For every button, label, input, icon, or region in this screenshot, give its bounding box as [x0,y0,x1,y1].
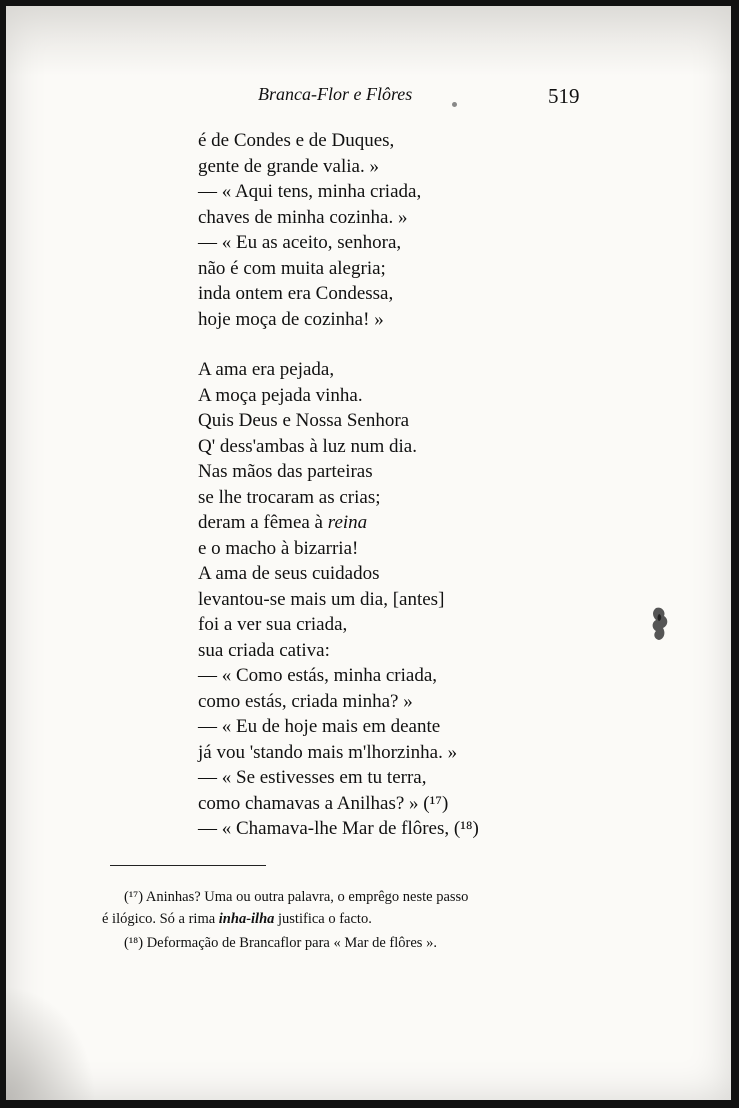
footnote-mark: (¹⁸) [124,935,144,951]
stanza-1 [198,128,479,332]
verse-line: — « Se estivesses em tu terra, [198,767,427,788]
footnote-text: Aninhas? Uma ou outra palavra, o emprêgo neste passo [145,889,469,905]
verse-line: A ama era pejada, [198,359,335,380]
verse-line: chaves de minha cozinha. » [198,206,408,228]
verse-line: levantou-se mais um dia, [antes] [198,588,445,610]
verse-line: foi a ver sua criada, [198,614,348,635]
running-header: Branca-Flor e Flôres [258,84,413,104]
footnote-italic: inha-ilha [218,911,275,927]
verse-line: como estás, criada minha? » [198,690,413,712]
verse-line: Q' dess'ambas à luz num dia. [198,435,417,457]
verse-line: — « Chamava-lhe Mar de flôres, (¹⁸) [198,818,479,839]
verse-line: A moça pejada vinha. [198,384,363,406]
ink-speck [452,102,457,107]
verse-line: não é com muita alegria; [198,257,386,279]
stanza-2 [198,357,479,842]
footnote-18 [116,932,616,954]
poem-body [198,128,479,842]
ink-blot [650,606,670,642]
verse-line: sua criada cativa: [198,639,330,661]
scan-shadow-bottom-left [6,986,96,1100]
footnote-line [116,886,616,908]
stanza-gap [198,332,479,357]
footnote-rule [110,865,266,866]
verse-line: hoje moça de cozinha! » [198,308,384,330]
verse-line: Nas mãos das parteiras [198,461,373,482]
verse-line: — « Eu as aceito, senhora, [198,232,402,253]
verse-line: Quis Deus e Nossa Senhora [198,410,410,431]
footnote-text: Deformação de Brancaflor para « Mar de flôres ». [146,935,437,951]
verse-line: inda ontem era Condessa, [198,283,394,304]
verse-line: como chamavas a Anilhas? » (¹⁷) [198,792,449,814]
scanned-page [6,6,731,1100]
verse-line: — « Eu de hoje mais em deante [198,716,441,737]
verse-line: A ama de seus cuidados [198,563,380,584]
italic-word: reina [327,512,368,533]
footnote-text: é ilógico. Só a rima [102,911,219,927]
verse-line: é de Condes e de Duques, [198,130,395,151]
verse-line: se lhe trocaram as crias; [198,486,381,508]
footnote-17 [102,886,616,930]
footnote-mark: (¹⁷) [124,889,144,905]
verse-line-italic [198,510,479,536]
verse-line: e o macho à bizarria! [198,537,359,559]
verse-line: já vou 'stando mais m'lhorzinha. » [198,741,458,763]
scan-shadow-top [6,6,731,76]
verse-line: — « Aqui tens, minha criada, [198,181,422,202]
footnote-line [116,932,616,954]
verse-line: gente de grande valia. » [198,155,379,177]
footnote-line [102,908,616,930]
page-number: 519 [548,84,580,108]
verse-text: deram a fêmea à [198,512,328,533]
verse-line: — « Como estás, minha criada, [198,665,438,686]
footnote-text: justifica o facto. [274,911,372,927]
